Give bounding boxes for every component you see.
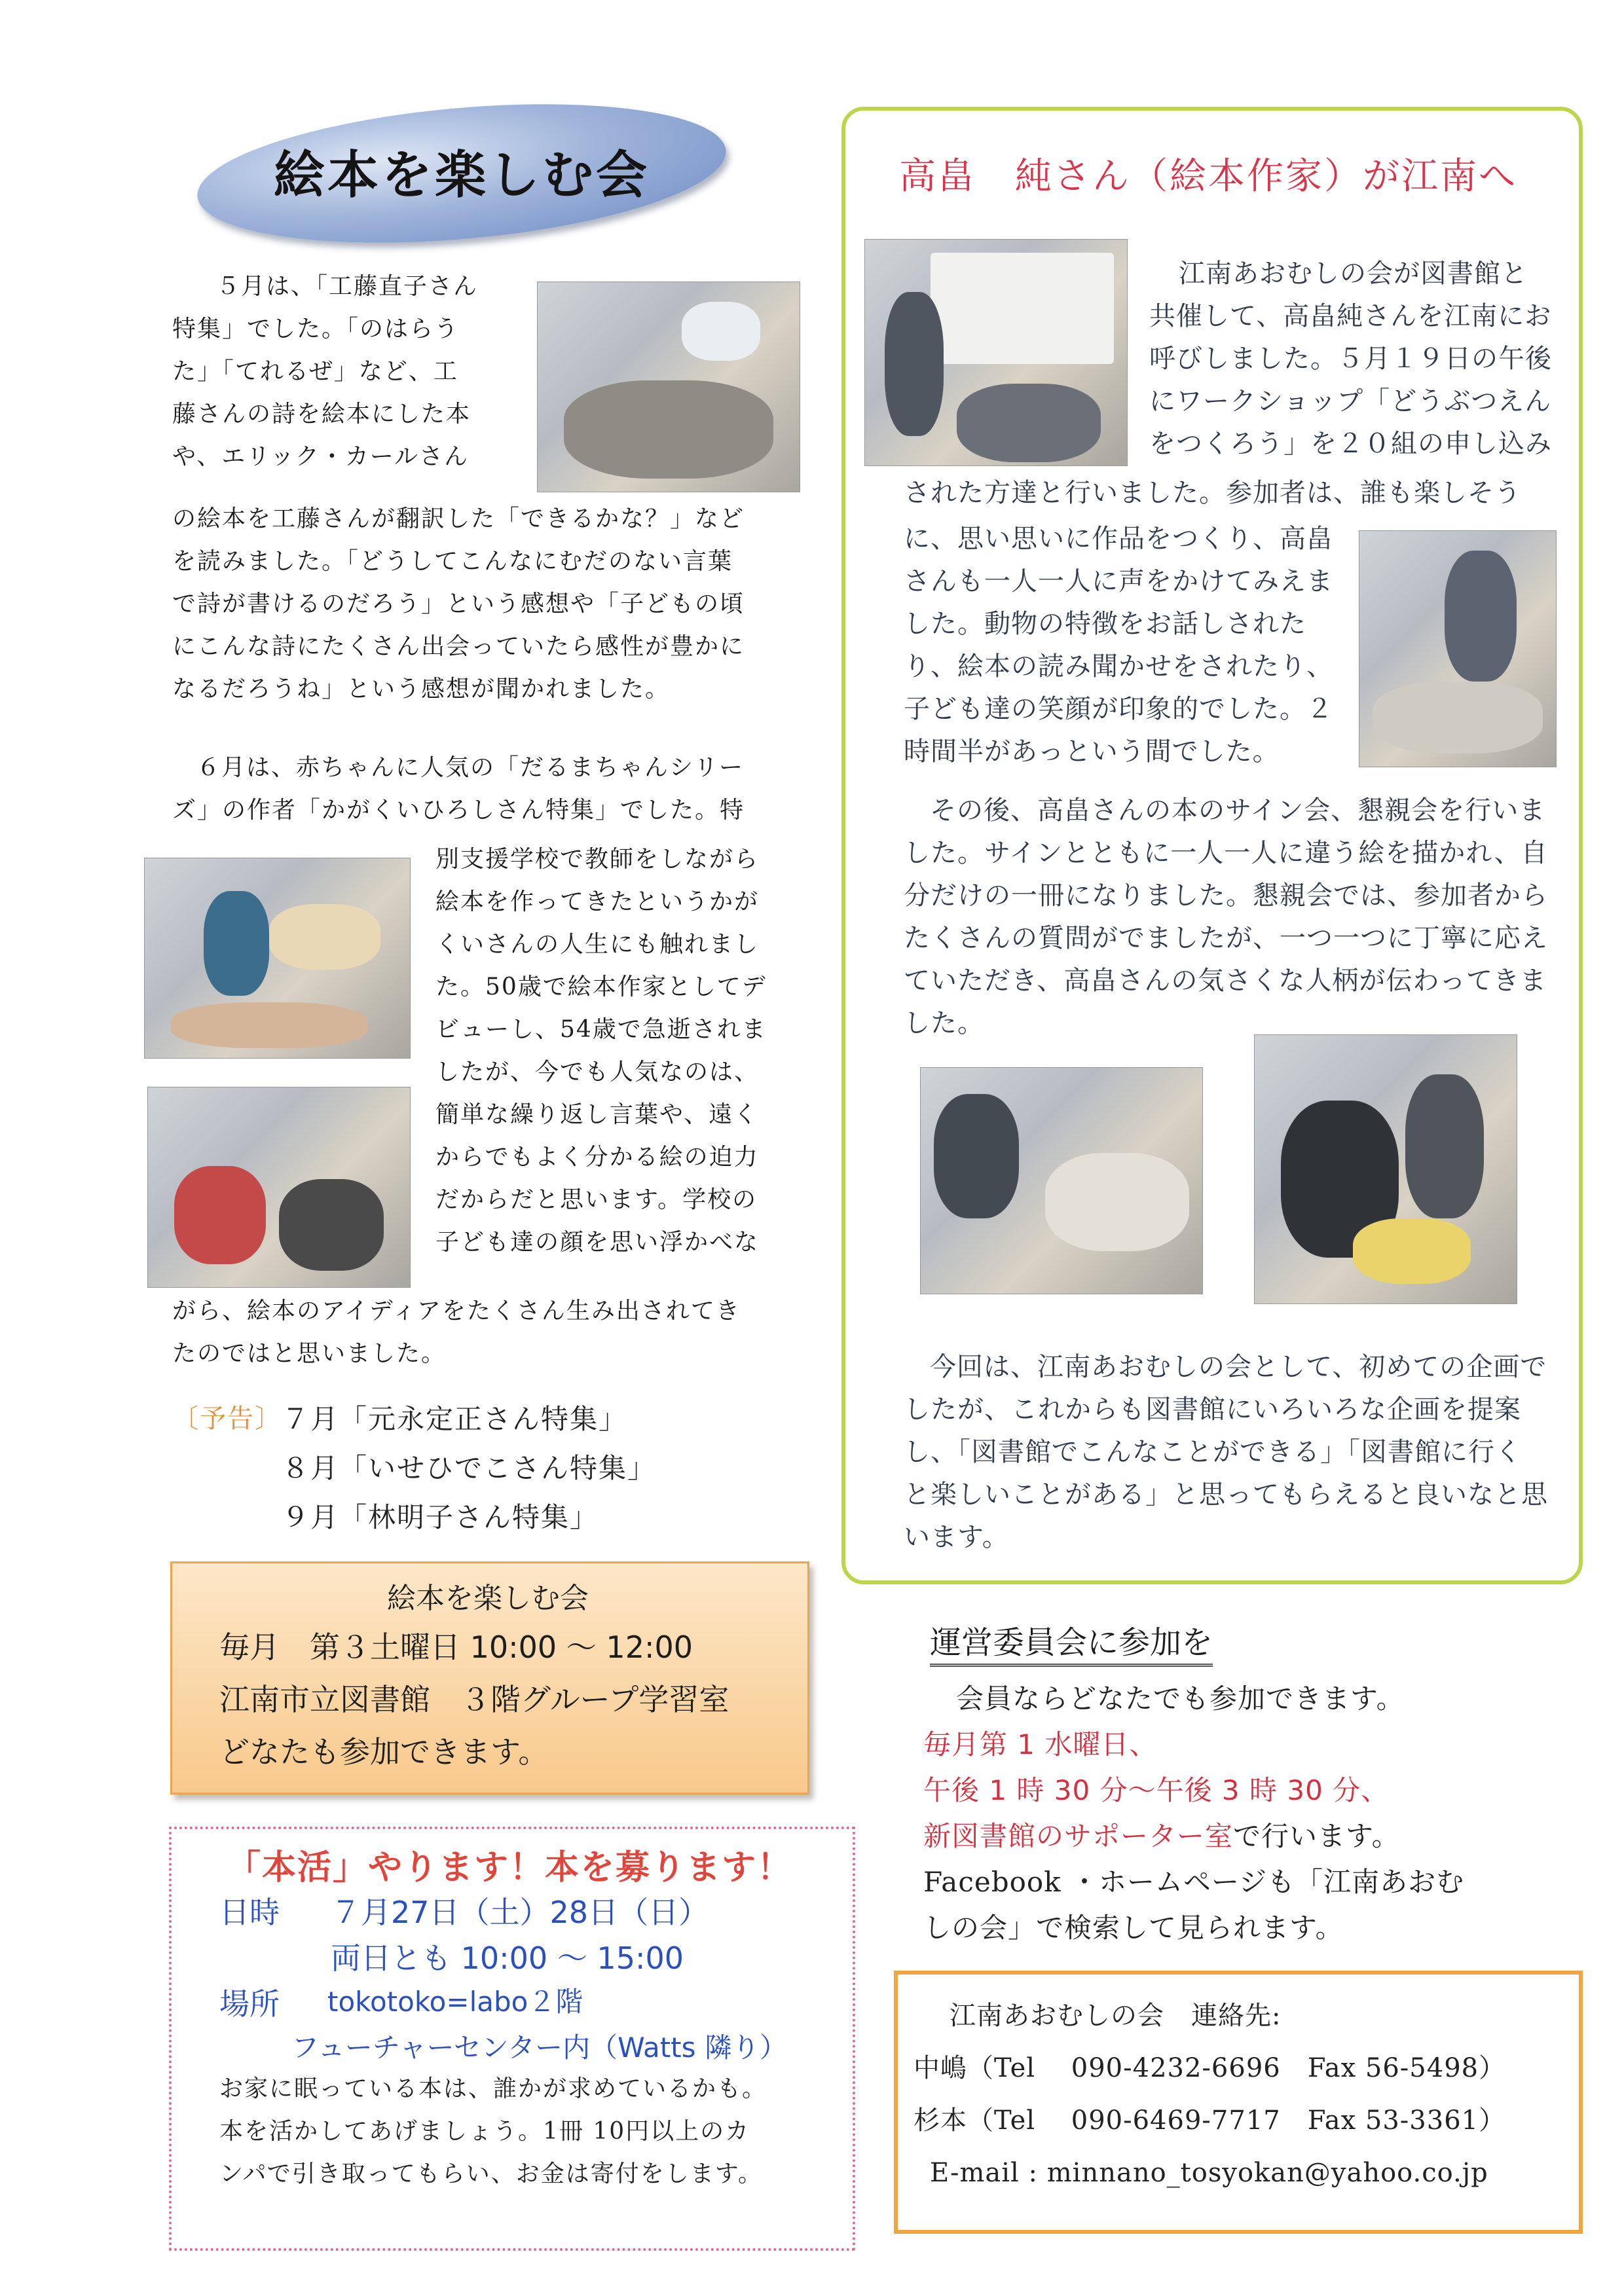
para1-line: 特集」でした。「のはらう [172,316,460,342]
photo-artist-drawing-on-whiteboard [864,239,1128,466]
honkatsu-date-label: 日時 [219,1895,280,1930]
para2-line: ６月は、赤ちゃんに人気の「だるまちゃんシリー [196,754,745,781]
para2-line: 絵本を作ってきたというかが [435,888,760,915]
photo-reading-session-may [537,282,800,492]
para1-line: で詩が書けるのだろう」という感想や「子どもの頃 [172,591,745,617]
honkatsu-body-line: 本を活かしてあげましょう。1冊 10円以上のカ [219,2118,750,2145]
para1-line: 江南あおむしの会が図書館と [1179,259,1528,289]
para1-line: 子ども達の笑顔が印象的でした。２ [904,694,1333,724]
para1-line: をつくろう」を２０組の申し込み [1149,429,1552,459]
para1-line: を読みました。「どうしてこんなにむだのない言葉 [172,548,733,575]
info-box-title: 絵本を楽しむ会 [387,1582,589,1615]
honkatsu-place-label: 場所 [219,1986,280,2022]
para1-line: や、エリック・カールさん [172,443,470,470]
info-box-line: 江南市立図書館 ３階グループ学習室 [219,1682,729,1717]
para2-line: ズ」の作者「かがくいひろしさん特集」でした。特 [172,797,745,824]
para2-line: ていただき、高畠さんの気さくな人柄が伝わってきま [904,966,1547,996]
para2-line: だからだと思います。学校の [435,1186,758,1213]
honkatsu-place-sub: フューチャーセンター内（Watts 隣り） [291,2032,787,2064]
para2-line: その後、高畠さんの本のサイン会、懇親会を行いま [930,795,1546,826]
para1-line: の絵本を工藤さんが翻訳した「できるかな？」など [172,505,745,532]
committee-place: 新図書館のサポーター室 [923,1820,1234,1852]
committee-schedule-line: 午後 1 時 30 分～午後 3 時 30 分、 [923,1774,1390,1806]
notice-item: ８月「いせひでこさん特集」 [282,1452,657,1484]
notice-item: ７月「元永定正さん特集」 [282,1403,628,1435]
photo-group-at-table [147,1087,411,1288]
para1-line: 共催して、高畠純さんを江南にお [1149,301,1552,331]
notice-label: 〔予告〕 [172,1404,282,1434]
para2-line: 分だけの一冊になりました。懇親会では、参加者から [904,881,1548,911]
honkatsu-body-line: お家に眠っている本は、誰かが求めているかも。 [219,2075,767,2102]
para2-line: くいさんの人生にも触れまし [435,931,760,958]
photo-artist-with-participants [1359,530,1557,767]
para3-line: 今回は、江南あおむしの会として、初めての企画で [930,1352,1547,1382]
para2-line: 別支援学校で教師をしながら [435,846,760,873]
para1-line: にワークショップ「どうぶつえん [1149,386,1552,416]
para1-line: された方達と行いました。参加者は、誰も楽しそう [904,478,1521,508]
para2-line: ビューし、54歳で急逝されま [435,1016,767,1043]
para3-line: したが、これからも図書館にいろいろな企画を提案 [904,1394,1521,1425]
para1-line: にこんな詩にたくさん出会っていたら感性が豊かに [172,633,745,660]
honkatsu-place: tokotoko=labo２階 [327,1986,583,2018]
committee-line: Facebook ・ホームページも「江南あおむ [923,1866,1465,1898]
para3-line: し、「図書館でこんなことができる」「図書館に行く [904,1437,1522,1467]
info-box-line: どなたも参加できます。 [219,1734,549,1770]
para1-line: 呼びしました。５月１９日の午後 [1149,344,1552,374]
para3-line: と楽しいことがある」と思ってもらえると良いなと思 [904,1480,1548,1510]
para1-line: た」「てれるぜ」など、工 [172,358,458,385]
event-title: 高畠 純さん（絵本作家）が江南へ [899,155,1517,198]
para2-line: たのではと思いました。 [172,1340,447,1367]
para2-line: した。 [904,1008,984,1038]
honkatsu-body-line: ンパで引き取ってもらい、お金は寄付をします。 [219,2160,763,2187]
para2-line: した。サインとともに一人一人に違う絵を描かれ、自 [904,838,1548,868]
para2-line: 子ども達の顔を思い浮かべな [435,1229,760,1256]
para1-line: した。動物の特徴をお話しされた [904,609,1306,639]
para1-line: ５月は、「工藤直子さん [216,273,479,300]
info-box-line: 毎月 第３土曜日 10:00 ～ 12:00 [219,1630,693,1665]
para1-line: さんも一人一人に声をかけてみえま [904,566,1333,596]
contact-row: 中嶋（Tel 090-4232-6696 Fax 56-5498） [913,2053,1506,2083]
committee-place-line [923,1813,1400,1859]
contact-email: E-mail : minnano_tosyokan@yahoo.co.jp [930,2158,1488,2188]
para1-line: 藤さんの詩を絵本にした本 [172,401,471,428]
contact-row: 杉本（Tel 090-6469-7717 Fax 53-3361） [913,2105,1506,2136]
para1-line: に、思い思いに作品をつくり、高畠 [904,524,1333,554]
committee-line: しの会」で検索して見られます。 [923,1912,1344,1944]
para1-line: り、絵本の読み聞かせをされたり、 [904,651,1333,682]
photo-presenter-with-picture-book [144,858,411,1059]
para2-line: がら、絵本のアイディアをたくさん生み出されてき [172,1298,741,1324]
photo-workshop-tables [920,1067,1203,1294]
para2-line: たくさんの質問がでましたが、一つ一つに丁寧に応え [904,923,1548,953]
para2-line: 簡単な繰り返し言葉や、遠く [435,1101,759,1128]
committee-place-suffix: で行います。 [1233,1820,1400,1852]
honkatsu-headline: 「本活」やります！本を募ります！ [226,1848,792,1887]
para2-line: したが、今でも人気なのは、 [435,1059,760,1085]
photo-signing-session [1254,1034,1517,1304]
page-title: 絵本を楽しむ会 [273,146,650,205]
committee-line: 会員ならどなたでも参加できます。 [956,1683,1405,1715]
honkatsu-time: 両日とも 10:00 ～ 15:00 [331,1941,684,1976]
para2-line: からでもよく分かる絵の迫力 [435,1144,759,1171]
contact-heading: 江南あおむしの会 連絡先: [950,2001,1282,2031]
para3-line: います。 [904,1522,1009,1552]
para1-line: 時間半があっという間でした。 [904,737,1280,767]
para1-line: なるだろうね」という感想が聞かれました。 [172,676,671,702]
para2-line: た。50歳で絵本作家としてデ [435,974,767,1000]
committee-schedule-line: 毎月第 1 水曜日、 [923,1728,1158,1760]
committee-heading: 運営委員会に参加を [930,1617,1213,1667]
notice-item: ９月「林明子さん特集」 [282,1501,599,1533]
honkatsu-date: ７月27日（土）28日（日） [331,1895,709,1930]
